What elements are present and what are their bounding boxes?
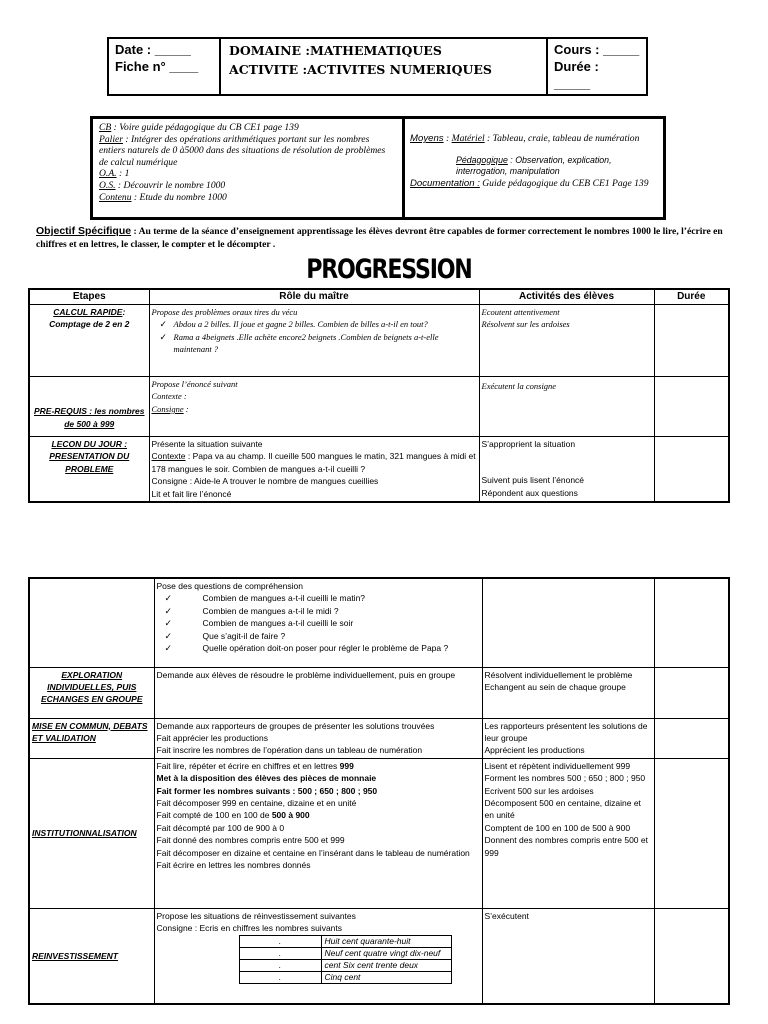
number-words: cent Six cent trente deux xyxy=(321,959,451,971)
duree-cell xyxy=(654,908,729,1004)
table-row xyxy=(29,305,729,377)
role-text: Fait apprécier les productions xyxy=(156,732,269,743)
table-row xyxy=(29,718,729,758)
table-row xyxy=(239,935,451,947)
role-text: Fait former les nombres suivants : 500 ; 650 ; 800 ; 950 xyxy=(156,785,378,796)
objectif-text: : Au terme de la séance d’enseignement apprentissage les élèves devront être capables de former correctement le nombres 1000 le lire, l’écrire en chiffres et en lettres, le classer, le compter et le décompter . xyxy=(36,226,723,250)
act-text: Répondent aux questions xyxy=(481,487,578,498)
checklist-item: ✓ Combien de mangues a-t-il cueilli le soir xyxy=(157,617,480,629)
cb-line xyxy=(99,122,396,134)
step-reinvestissement: REINVESTISSEMENT xyxy=(29,908,154,1004)
contenu-line xyxy=(99,192,396,204)
role-text: Propose des problèmes oraux tires du vécu xyxy=(151,307,298,317)
act-text: Forment les nombres 500 ; 650 ; 800 ; 950 xyxy=(484,773,646,784)
duree-blank: _____ xyxy=(554,76,591,91)
oa-text: : 1 xyxy=(116,168,130,180)
consigne-key: Consigne xyxy=(151,403,184,414)
role-text xyxy=(152,450,477,475)
cb-text: : Voire guide pédagogique du CB CE1 page 139 xyxy=(111,122,299,133)
checklist-item: ✓ Quelle opération doit-on poser pour régler le problème de Papa ? xyxy=(157,642,480,654)
role-text xyxy=(152,403,477,415)
step-calcul-sub: Comptage de 2 en 2 xyxy=(49,319,130,330)
fiche-field: Fiche n° ____ xyxy=(115,59,199,74)
act-text: S’approprient la situation xyxy=(481,439,576,449)
act-text: Les rapporteurs présentent les solutions de leur groupe xyxy=(484,720,648,743)
role-calcul xyxy=(149,305,479,377)
role-text: Consigne : Aide-le A trouver le nombre de mangues cueillies xyxy=(151,476,379,487)
table-row xyxy=(29,377,729,437)
act-exploration xyxy=(482,667,654,718)
act-text: Décomposent 500 en centaine, dizaine et en unité xyxy=(484,797,641,821)
inst-bold: 999 xyxy=(339,760,354,771)
role-institutionnalisation xyxy=(154,758,482,908)
act-text: Apprécient les productions xyxy=(484,745,585,756)
pedagogique-key: Pédagogique xyxy=(456,154,508,165)
cb-key: CB xyxy=(99,122,112,133)
pedagogique-text: : Observation, explication, interrogation, manipulation xyxy=(456,154,612,177)
info-left xyxy=(93,119,405,217)
domaine-title: DOMAINE :MATHEMATIQUES xyxy=(229,43,442,58)
role-text: Met à la disposition des élèves des pièces de monnaie xyxy=(156,773,377,784)
header-etapes: Etapes xyxy=(29,289,149,305)
moyens-line xyxy=(410,133,658,145)
role-text: Consigne : Ecris en chiffres les nombres suivants xyxy=(156,923,343,934)
role-reinvestissement xyxy=(154,908,482,1004)
step-calcul-title: CALCUL RAPIDE xyxy=(53,307,123,317)
palier-text: : Intégrer des opérations arithmétiques portant sur les nombres entiers naturels de 0 à5000 dans des situations de résolution de problèmes de calcul numérique xyxy=(99,133,386,168)
answer-blank[interactable]: . xyxy=(239,971,321,983)
role-text: Fait écrire en lettres les nombres donnés xyxy=(156,859,311,870)
checklist-item: ✓ Que s’agit-il de faire ? xyxy=(157,630,480,642)
role-mise-en-commun xyxy=(154,718,482,758)
act-lecon xyxy=(479,437,654,503)
os-line xyxy=(99,180,396,192)
objectif-label: Objectif Spécifique xyxy=(36,225,132,237)
table-row xyxy=(29,437,729,503)
step-mise-en-commun: MISE EN COMMUN, DEBATS ET VALIDATION xyxy=(29,718,154,758)
act-text: Ecrivent 500 sur les ardoises xyxy=(484,785,594,796)
step-institutionnalisation: INSTITUTIONNALISATION xyxy=(29,758,154,908)
inst-text: Fait compté de 100 en 100 de xyxy=(156,810,272,821)
role-text: Fait inscrire les nombres de l’opération dans un tableau de numération xyxy=(156,745,423,756)
header-center xyxy=(221,39,548,94)
duree-cell xyxy=(654,718,729,758)
spacer xyxy=(482,450,652,474)
answer-blank[interactable]: . xyxy=(239,959,321,971)
act-text: Comptent de 100 en 100 de 500 à 900 xyxy=(484,822,631,833)
duree-field: Durée : xyxy=(554,59,599,74)
role-text: Présente la situation suivante xyxy=(151,439,263,449)
role-lecon xyxy=(149,437,479,503)
progression-title: PROGRESSION xyxy=(306,254,472,285)
role-text: Propose les situations de réinvestissement suivantes xyxy=(156,910,356,921)
inst-text: Fait lire, répéter et écrire en chiffres et en lettres xyxy=(156,760,340,771)
table-row xyxy=(29,667,729,718)
role-text xyxy=(157,760,480,772)
contenu-text: : Etude du nombre 1000 xyxy=(131,191,227,203)
step-lecon: LECON DU JOUR : PRESENTATION DU PROBLEME xyxy=(29,437,149,503)
role-text: Fait décomposer en dizaine et centaine en l’insérant dans le tableau de numération xyxy=(156,847,470,858)
table-row xyxy=(29,578,729,667)
number-words: Neuf cent quatre vingt dix-neuf xyxy=(321,947,451,959)
inst-bold: 500 à 900 xyxy=(271,810,310,821)
step-calcul xyxy=(29,305,149,377)
role-comprehension xyxy=(154,578,482,667)
table-row xyxy=(239,959,451,971)
header-duree: Durée xyxy=(654,289,729,305)
act-mise-en-commun xyxy=(482,718,654,758)
palier-line xyxy=(99,134,396,169)
act-text: Donnent des nombres compris entre 500 et 999 xyxy=(484,835,648,858)
reinvestissement-table xyxy=(239,935,452,984)
materiel-text: : Tableau, craie, tableau de numération xyxy=(484,133,640,144)
oa-line xyxy=(99,168,396,180)
documentation-line xyxy=(410,178,658,190)
act-text: Ecoutent attentivement xyxy=(481,307,560,317)
spacer xyxy=(410,145,658,155)
header-activites: Activités des élèves xyxy=(479,289,654,305)
os-text: : Découvrir le nombre 1000 xyxy=(115,179,226,191)
palier-key: Palier xyxy=(99,133,123,145)
number-words: Cinq cent xyxy=(321,971,451,983)
documentation-text: Guide pédagogique du CEB CE1 Page 139 xyxy=(479,177,649,189)
contexte-key: Contexte xyxy=(151,451,186,462)
objectif-specifique xyxy=(36,225,726,251)
role-text: Fait donné des nombres compris entre 500 et 999 xyxy=(156,835,345,846)
table-header-row xyxy=(29,289,729,305)
answer-blank[interactable]: . xyxy=(239,947,321,959)
oa-key: O.A. xyxy=(99,168,117,180)
contenu-key: Contenu xyxy=(99,191,132,203)
duree-cell xyxy=(654,305,729,377)
duree-cell xyxy=(654,578,729,667)
moyens-sep: : xyxy=(443,133,452,144)
header-box xyxy=(107,37,648,96)
info-right xyxy=(405,119,663,217)
os-key: O.S. xyxy=(99,179,116,191)
pedagogique-line xyxy=(410,155,658,178)
date-field: Date : _____ xyxy=(115,42,191,57)
step-empty xyxy=(29,578,154,667)
consigne-text: : xyxy=(183,403,189,414)
act-text: Résolvent sur les ardoises xyxy=(481,319,570,330)
role-text: Fait décompté par 100 de 900 à 0 xyxy=(156,822,285,833)
activite-title: ACTIVITE :ACTIVITES NUMERIQUES xyxy=(229,62,492,77)
duree-cell xyxy=(654,437,729,503)
documentation-key: Documentation : xyxy=(410,177,480,189)
table-row xyxy=(29,908,729,1004)
step-exploration: EXPLORATION INDIVIDUELLES, PUIS ECHANGES EN GROUPE xyxy=(29,667,154,718)
role-text: Fait décomposer 999 en centaine, dizaine et en unité xyxy=(156,797,357,808)
checklist-item: ✓ Combien de mangues a-t-il cueilli le matin? xyxy=(157,592,480,604)
checklist-item: ✓ Combien de mangues a-t-il le midi ? xyxy=(157,605,480,617)
duree-cell xyxy=(654,667,729,718)
role-prereq xyxy=(149,377,479,437)
number-words: Huit cent quarante-huit xyxy=(321,935,451,947)
act-prereq: Exécutent la consigne xyxy=(479,377,654,437)
act-reinvestissement: S’exécutent xyxy=(482,908,654,1004)
duree-cell xyxy=(654,758,729,908)
act-calcul xyxy=(479,305,654,377)
answer-blank[interactable]: . xyxy=(239,935,321,947)
act-text: Lisent et répètent individuellement 999 xyxy=(484,760,631,771)
materiel-key: Matériel xyxy=(451,133,485,144)
header-left xyxy=(109,39,221,94)
act-text: Echangent au sein de chaque groupe xyxy=(484,681,626,692)
role-exploration: Demande aux élèves de résoudre le problème individuellement, puis en groupe xyxy=(154,667,482,718)
table-row xyxy=(239,947,451,959)
table-row xyxy=(239,971,451,983)
header-right xyxy=(548,39,646,94)
checklist-item: ✓ Abdou a 2 billes. Il joue et gagne 2 billes. Combien de billes a-t-il en tout? xyxy=(152,318,477,330)
act-empty xyxy=(482,578,654,667)
table-row xyxy=(29,758,729,908)
act-institutionnalisation xyxy=(482,758,654,908)
checklist-item: ✓ Rama a 4beignets .Elle achète encore2 beignets .Combien de beignets a-t-elle maintenant ? xyxy=(152,331,477,356)
role-text: Pose des questions de compréhension xyxy=(156,581,303,591)
contexte-text: : Papa va au champ. Il cueille 500 mangues le matin, 321 mangues à midi et 178 mangues le soir. Combien de mangues a-t-il cueilli ? xyxy=(151,451,476,474)
role-text: Propose l’énoncé suivant xyxy=(151,379,238,389)
role-text: Lit et fait lire l’énoncé xyxy=(151,488,232,499)
act-text: Suivent puis lisent l’énoncé xyxy=(481,475,585,486)
info-box xyxy=(90,116,666,220)
duree-cell xyxy=(654,377,729,437)
act-text: Résolvent individuellement le problème xyxy=(484,669,633,680)
role-text: Contexte : xyxy=(151,391,187,402)
role-text xyxy=(157,809,480,821)
progression-table-part2 xyxy=(28,577,730,1005)
role-text: Demande aux rapporteurs de groupes de présenter les solutions trouvées xyxy=(156,720,435,731)
progression-table-part1 xyxy=(28,288,730,503)
moyens-key: Moyens xyxy=(410,133,444,144)
step-prereq: PRE-REQUIS : les nombres de 500 à 999 xyxy=(29,377,149,437)
header-role: Rôle du maître xyxy=(149,289,479,305)
cours-field: Cours : _____ xyxy=(554,42,640,57)
step-calcul-suffix: : xyxy=(122,307,126,317)
